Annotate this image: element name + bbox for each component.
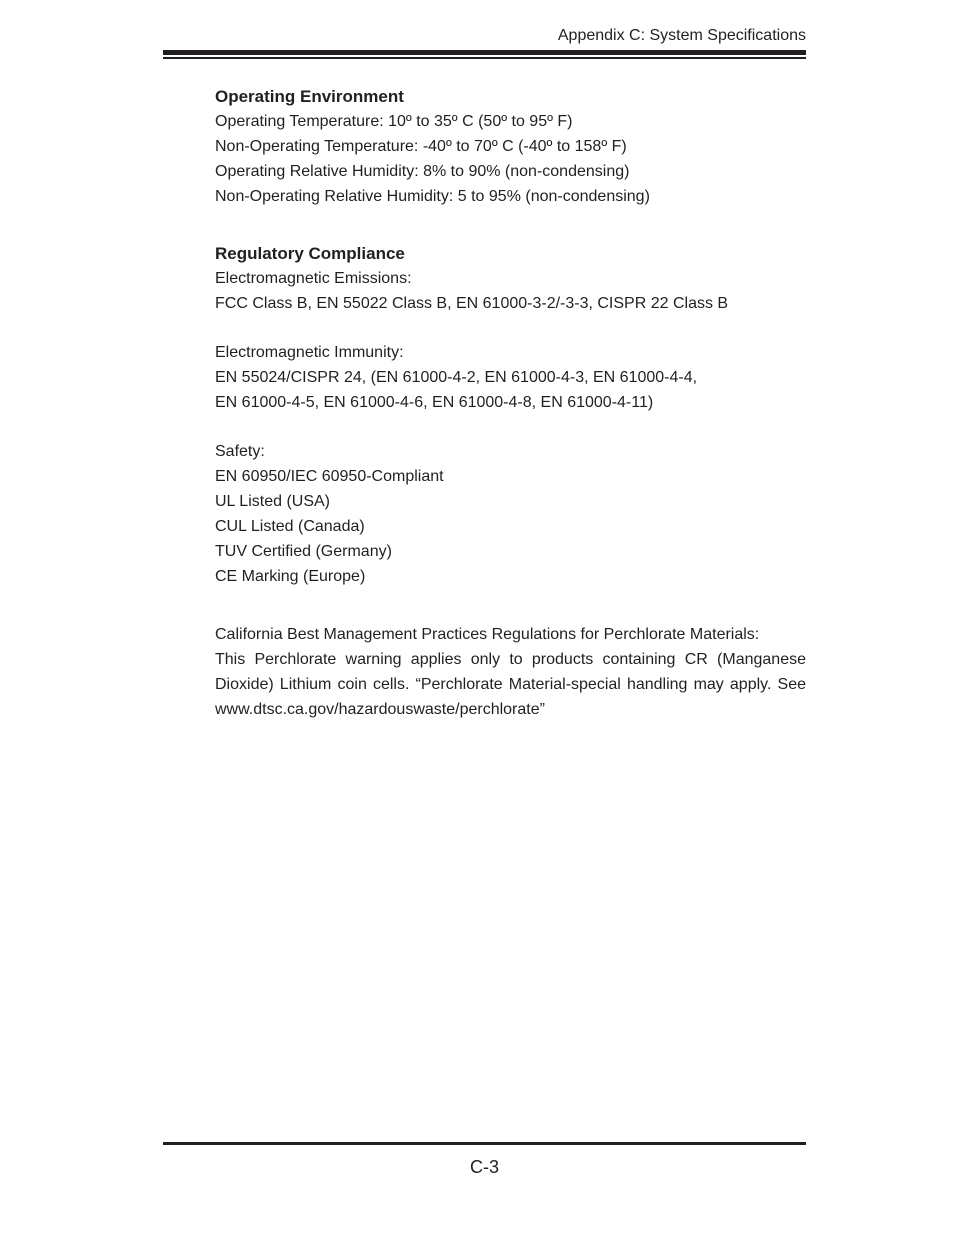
immunity-line: EN 55024/CISPR 24, (EN 61000-4-2, EN 61000-4-3, EN 61000-4-4, — [215, 369, 698, 386]
regulatory-compliance-heading: Regulatory Compliance — [215, 244, 405, 263]
operating-humidity-line: Operating Relative Humidity: 8% to 90% (non-condensing) — [215, 163, 630, 180]
safety-item: UL Listed (USA) — [215, 493, 330, 510]
emissions-block — [215, 266, 806, 316]
footer-rule — [163, 1142, 806, 1145]
page-content — [215, 85, 806, 722]
emissions-label: Electromagnetic Emissions: — [215, 270, 412, 287]
safety-item: TUV Certified (Germany) — [215, 543, 392, 560]
regulatory-compliance-section — [215, 242, 806, 589]
safety-item: CUL Listed (Canada) — [215, 518, 365, 535]
emissions-line: FCC Class B, EN 55022 Class B, EN 61000-3-2/-3-3, CISPR 22 Class B — [215, 295, 729, 312]
header-title: Appendix C: System Specifications — [557, 27, 806, 44]
immunity-line: EN 61000-4-5, EN 61000-4-6, EN 61000-4-8, EN 61000-4-11) — [215, 394, 654, 411]
operating-environment-section — [215, 85, 806, 209]
perchlorate-section — [215, 622, 806, 722]
operating-temperature-line: Operating Temperature: 10º to 35º C (50º to 95º F) — [215, 113, 573, 130]
header-rule-thin — [163, 57, 806, 59]
perchlorate-title: California Best Management Practices Regulations for Perchlorate Materials: — [215, 626, 760, 643]
safety-block — [215, 439, 806, 589]
perchlorate-body: This Perchlorate warning applies only to products containing CR (Manganese Dioxide) Lithium coin cells. “Perchlorate Material-special handling may apply. See www.dtsc.ca.gov/hazardouswaste/perchlorate” — [215, 651, 806, 718]
safety-item: EN 60950/IEC 60950-Compliant — [215, 468, 444, 485]
operating-environment-heading: Operating Environment — [215, 87, 404, 106]
immunity-block — [215, 340, 806, 415]
immunity-label: Electromagnetic Immunity: — [215, 344, 404, 361]
non-operating-humidity-line: Non-Operating Relative Humidity: 5 to 95% (non-condensing) — [215, 188, 650, 205]
safety-item: CE Marking (Europe) — [215, 568, 366, 585]
header-rule-thick — [163, 50, 806, 55]
non-operating-temperature-line: Non-Operating Temperature: -40º to 70º C (-40º to 158º F) — [215, 138, 627, 155]
safety-label: Safety: — [215, 443, 265, 460]
page-number: C-3 — [469, 1157, 499, 1177]
